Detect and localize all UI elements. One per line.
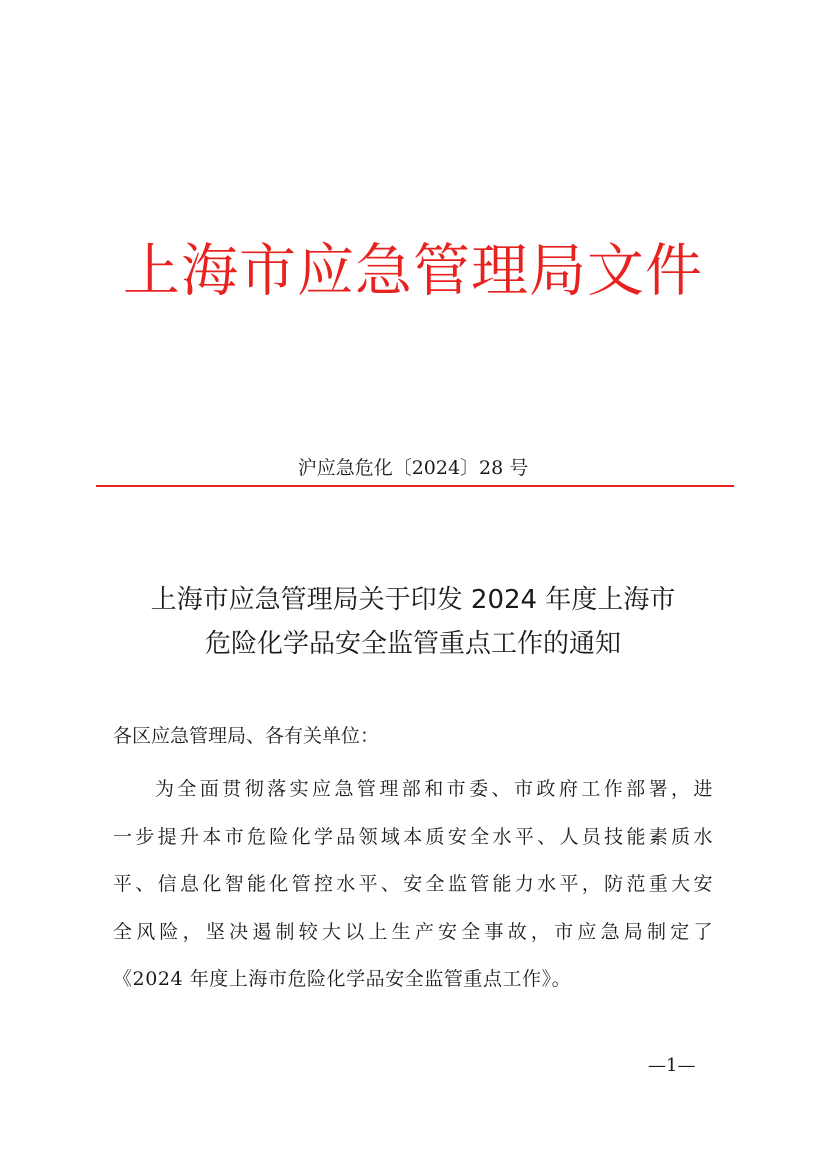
salutation: 各区应急管理局、各有关单位：: [113, 725, 380, 747]
body-line: 《2024 年度上海市危险化学品安全监管重点工作》。: [113, 968, 572, 990]
red-divider-line: [96, 485, 734, 487]
body-line: 一步提升本市危险化学品领域本质安全水平、人员技能素质水: [113, 825, 713, 848]
body-line: 全风险，坚决遏制较大以上生产安全事故，市应急局制定了: [113, 920, 713, 943]
document-number: 沪应急危化〔2024〕28 号: [297, 457, 529, 479]
body-line: 平、信息化智能化管控水平、安全监管能力水平，防范重大安: [113, 873, 713, 895]
notice-title: [0, 578, 826, 666]
notice-title-line-1: 上海市应急管理局关于印发 2024 年度上海市: [150, 585, 676, 615]
body-line: 为全面贯彻落实应急管理部和市委、市政府工作部署，进: [155, 778, 713, 800]
issuing-authority-title: 上海市应急管理局文件: [123, 238, 703, 304]
body-paragraph: [113, 766, 713, 1004]
notice-title-line-2: 危险化学品安全监管重点工作的通知: [204, 629, 621, 659]
page-number: —1—: [648, 1055, 696, 1076]
